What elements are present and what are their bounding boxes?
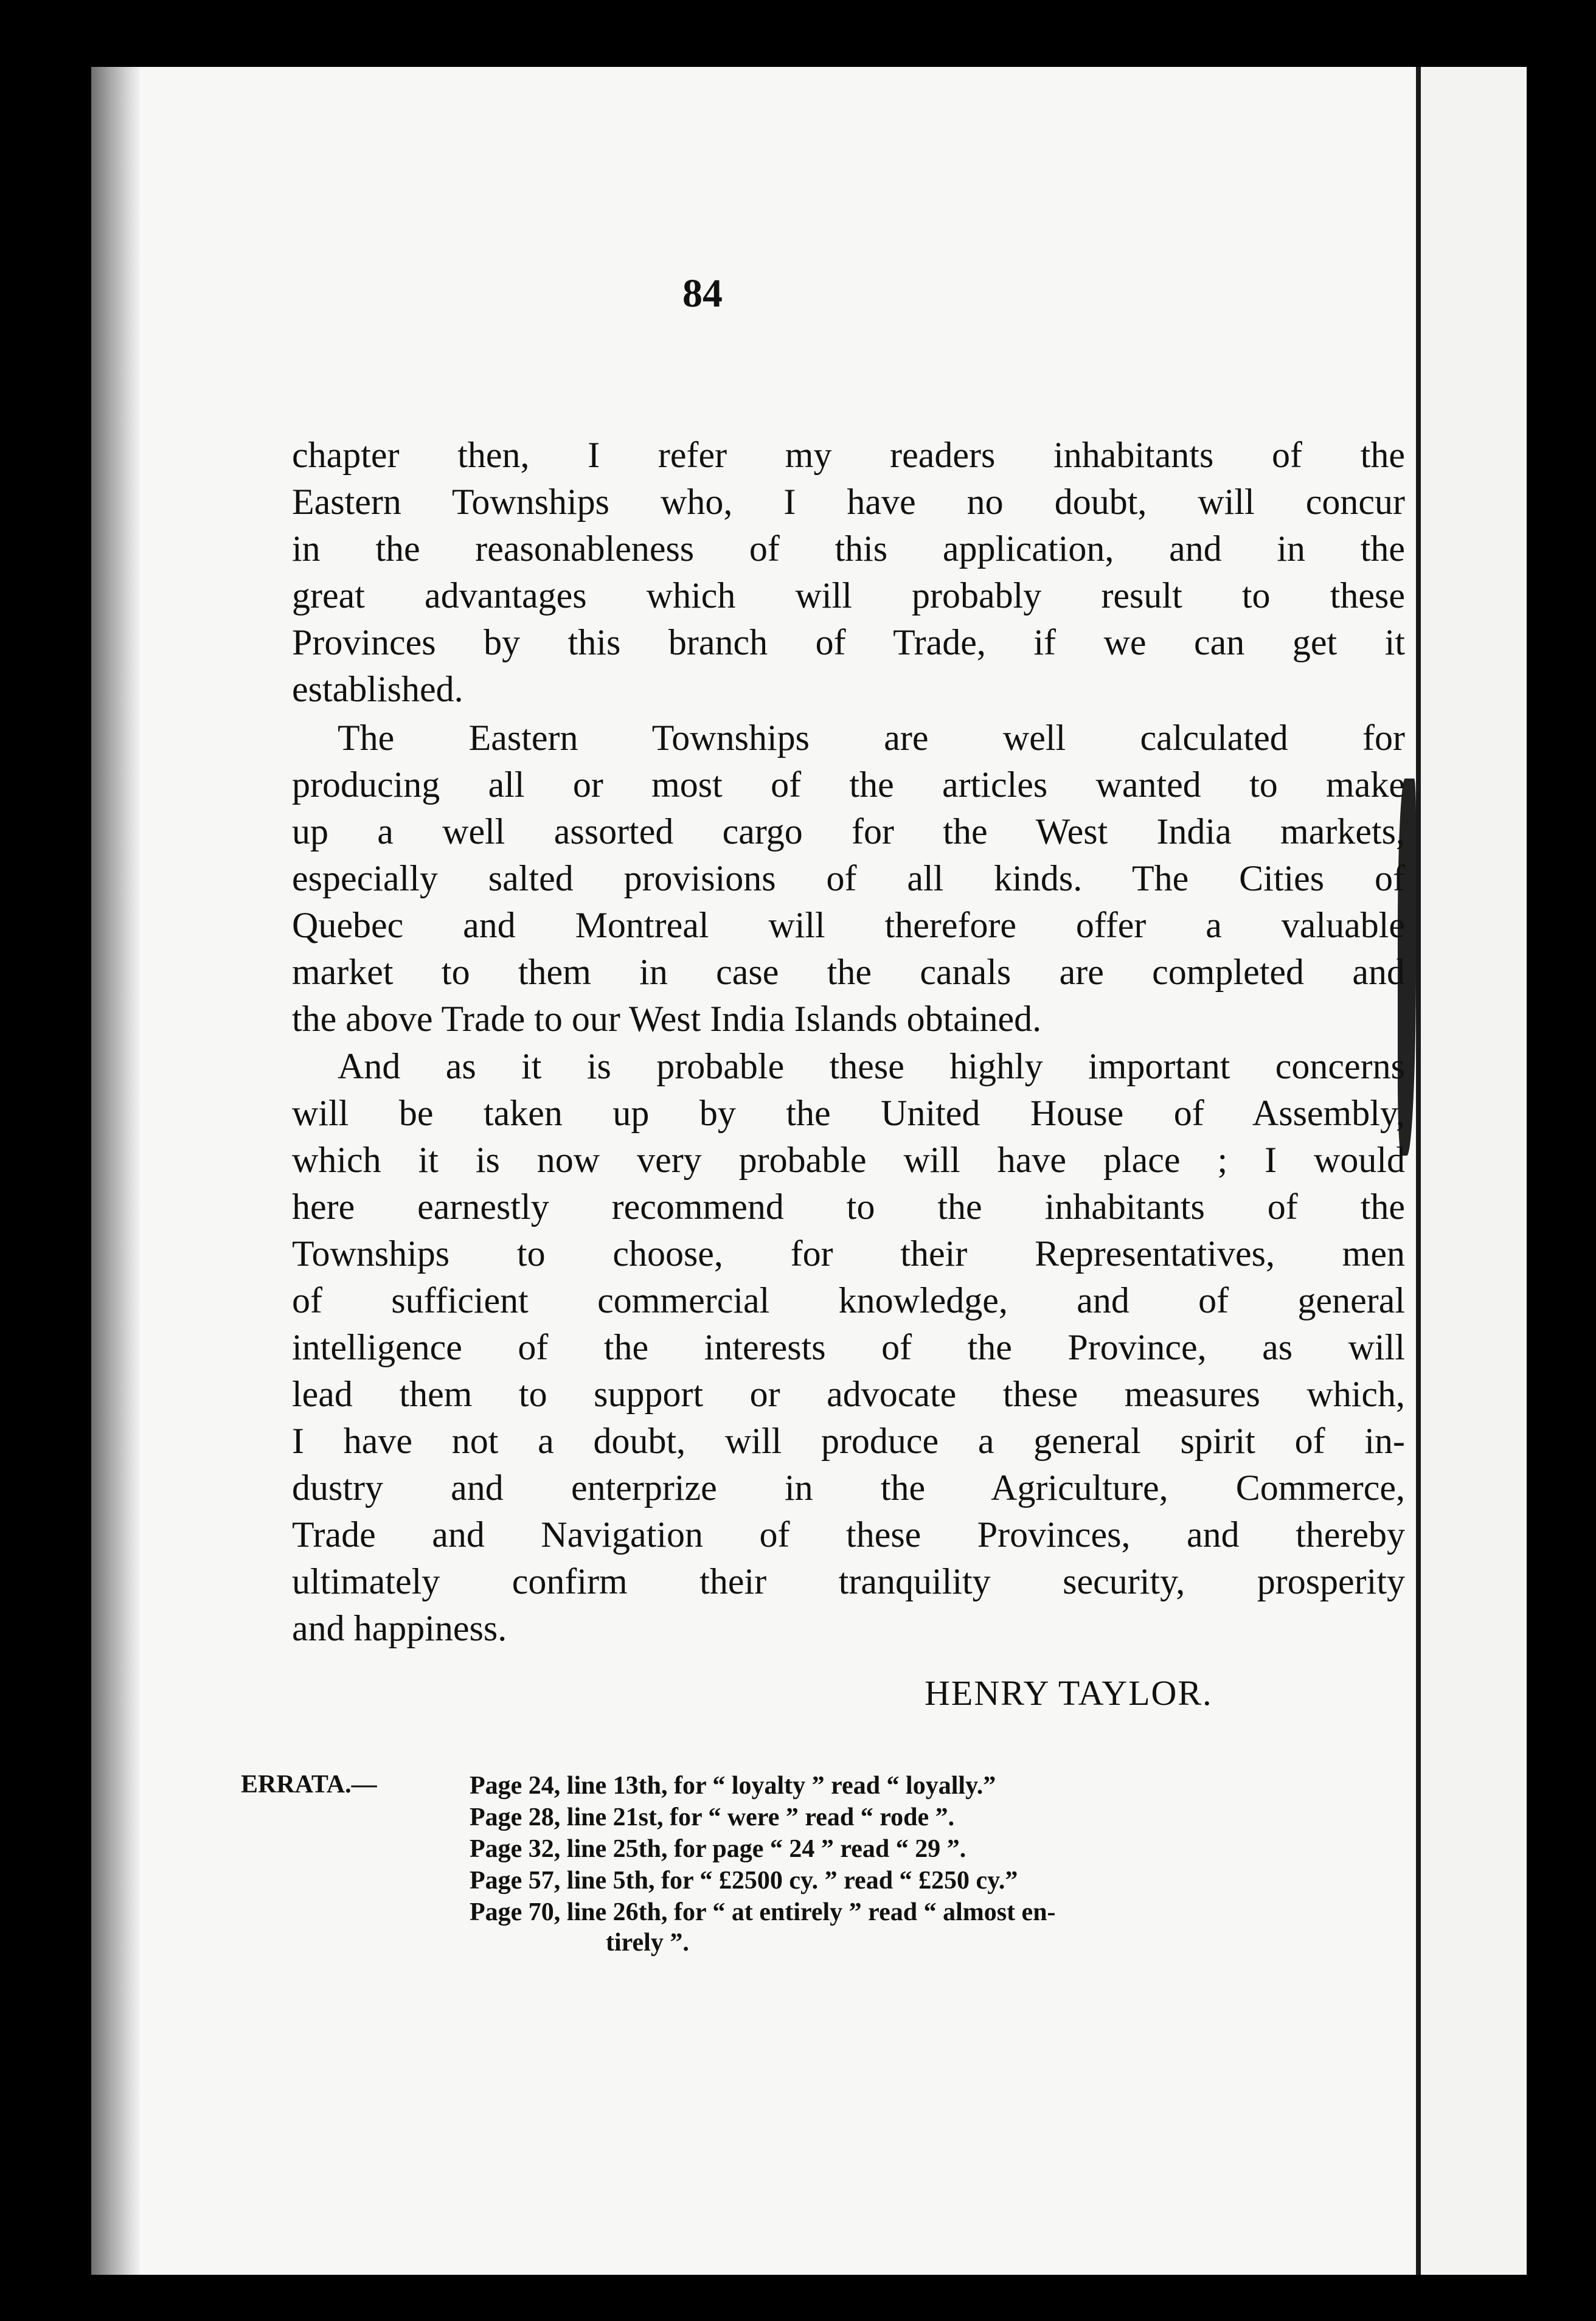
text-line: of sufficient commercial knowledge, and of general bbox=[292, 1280, 1405, 1320]
text-line: market to them in case the canals are completed and bbox=[292, 952, 1405, 992]
text-line: which it is now very probable will have place ; I would bbox=[292, 1140, 1405, 1180]
text-line: established. bbox=[292, 669, 463, 709]
text-line: in the reasonableness of this application, and in the bbox=[292, 529, 1405, 569]
text-line: I have not a doubt, will produce a general spirit of in- bbox=[292, 1421, 1405, 1461]
adjacent-page-edge bbox=[1421, 67, 1527, 2275]
scanned-page bbox=[91, 67, 1527, 2275]
binding-gutter bbox=[91, 67, 140, 2275]
errata-line: Page 70, line 26th, for “ at entirely ” read “ almost en- bbox=[470, 1898, 1056, 1926]
errata-line: Page 24, line 13th, for “ loyalty ” read “ loyally.” bbox=[470, 1772, 996, 1800]
text-line: And as it is probable these highly important concerns bbox=[338, 1046, 1405, 1086]
text-line: up a well assorted cargo for the West India markets, bbox=[292, 811, 1405, 852]
errata-line: Page 28, line 21st, for “ were ” read “ rode ”. bbox=[470, 1803, 955, 1831]
text-line: producing all or most of the articles wanted to make bbox=[292, 765, 1405, 805]
author-signature: HENRY TAYLOR. bbox=[925, 1673, 1213, 1713]
paragraph-3 bbox=[292, 1043, 1405, 1652]
paragraph-1 bbox=[292, 432, 1405, 713]
text-line: chapter then, I refer my readers inhabitants of the bbox=[292, 435, 1405, 475]
text-line: here earnestly recommend to the inhabitants of the bbox=[292, 1187, 1405, 1227]
text-line: Trade and Navigation of these Provinces, and thereby bbox=[292, 1514, 1405, 1555]
text-line: The Eastern Townships are well calculated for bbox=[338, 718, 1405, 758]
text-line: dustry and enterprize in the Agriculture, Commerce, bbox=[292, 1468, 1405, 1508]
text-line: lead them to support or advocate these measures which, bbox=[292, 1374, 1405, 1414]
text-line: intelligence of the interests of the Province, as will bbox=[292, 1327, 1405, 1367]
errata-line: Page 32, line 25th, for page “ 24 ” read “ 29 ”. bbox=[470, 1835, 966, 1863]
text-line: will be taken up by the United House of Assembly, bbox=[292, 1093, 1405, 1133]
page-spine bbox=[1416, 67, 1421, 2275]
text-line: Eastern Townships who, I have no doubt, will concur bbox=[292, 482, 1405, 522]
text-line: Townships to choose, for their Representatives, men bbox=[292, 1233, 1405, 1274]
text-line: and happiness. bbox=[292, 1608, 507, 1648]
errata-continuation: tirely ”. bbox=[606, 1929, 689, 1957]
text-line: Provinces by this branch of Trade, if we can get it bbox=[292, 622, 1405, 662]
errata-heading: ERRATA.— bbox=[241, 1771, 377, 1799]
paragraph-2 bbox=[292, 715, 1405, 1043]
text-line: great advantages which will probably result to these bbox=[292, 575, 1405, 616]
text-line: Quebec and Montreal will therefore offer a valuable bbox=[292, 905, 1405, 945]
errata-line: Page 57, line 5th, for “ £2500 cy. ” read “ £250 cy.” bbox=[470, 1867, 1018, 1895]
text-line: ultimately confirm their tranquility security, prosperity bbox=[292, 1561, 1405, 1601]
page-number: 84 bbox=[682, 271, 723, 316]
text-line: the above Trade to our West India Islands obtained. bbox=[292, 999, 1042, 1039]
text-line: especially salted provisions of all kinds. The Cities of bbox=[292, 858, 1405, 898]
